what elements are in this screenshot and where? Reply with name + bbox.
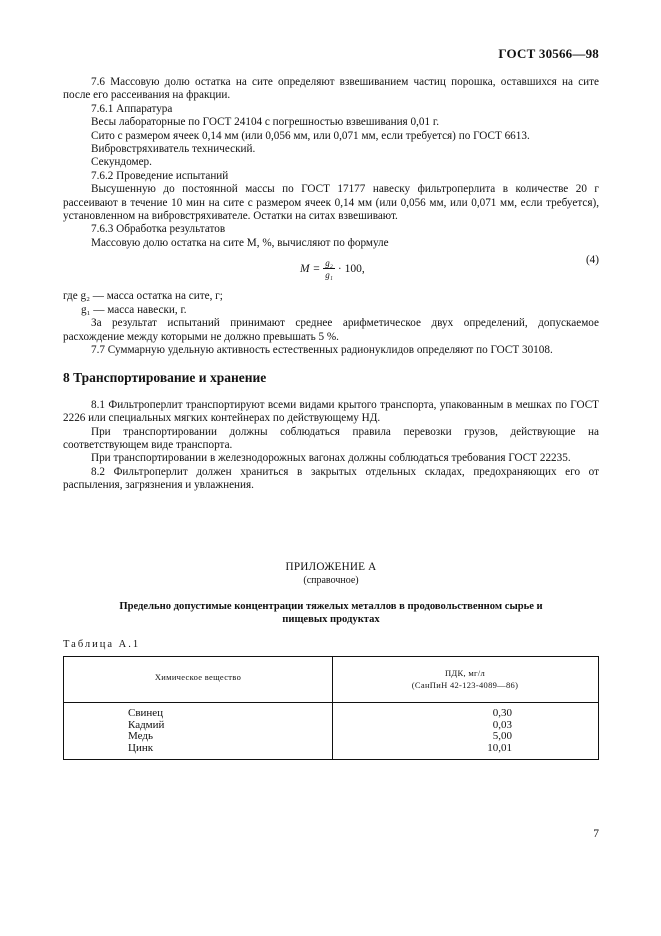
paragraph-sieve: Сито с размером ячеек 0,14 мм (или 0,056 мм, или 0,071 мм, если требуется) по ГОСТ 6613.	[91, 129, 530, 142]
main-text	[63, 76, 599, 493]
paragraph-8-1-b: При транспортировании должны соблюдаться правила перевозки грузов, действующие на соответствующем виде транспорта.	[63, 425, 599, 451]
appendix-title: ПРИЛОЖЕНИЕ А	[285, 561, 377, 573]
formula-where-2: g₁ — масса навески, г.	[81, 303, 187, 316]
appendix-caption	[63, 601, 599, 626]
paragraph-result: За результат испытаний принимают среднее арифметическое двух определений, допускаемое расхождение между которыми не должно превышать 5 %.	[63, 317, 599, 343]
paragraph-8-1-c: При транспортировании в железнодорожных вагонах должны соблюдаться требования ГОСТ 22235.	[91, 452, 571, 465]
paragraph-test-procedure: Высушенную до постоянной массы по ГОСТ 17177 навеску фильтроперлита в количестве 20 г рассеивают в течение 10 мин на сите с размером ячеек 0,14 мм (или 0,056 мм, или 0,071 мм, если требуется), установленном на вибровстряхивателе. Остатки на ситах взвешивают.	[63, 183, 599, 223]
table-label: Таблица А.1	[63, 639, 141, 650]
table-cell-substance: Кадмий	[128, 718, 165, 731]
paragraph-scales: Весы лабораторные по ГОСТ 24104 с погрешностью взвешивания 0,01 г.	[91, 116, 440, 129]
paragraph-7-7: 7.7 Суммарную удельную активность естественных радионуклидов определяют по ГОСТ 30108.	[91, 343, 553, 356]
document-id-header: ГОСТ 30566—98	[498, 46, 599, 61]
appendix-a	[63, 561, 599, 626]
paragraph-8-2: 8.2 Фильтроперлит должен храниться в закрытых отдельных складах, предохраняющих его от распыления, загрязнения и увлажнения.	[63, 465, 599, 492]
table-cell-value: 0,30	[492, 707, 512, 719]
table-cell-value: 0,03	[492, 718, 512, 731]
table-cell-value: 5,00	[492, 730, 512, 742]
table-body	[64, 708, 598, 754]
formula-where-1: где g₂ — масса остатка на сите, г;	[63, 290, 223, 303]
table-cell-substance: Цинк	[128, 741, 154, 754]
table-header-pdk	[332, 667, 598, 691]
table-header-pdk-line-1: ПДК, мг/л	[444, 668, 486, 678]
subheading-7-6-2: 7.6.2 Проведение испытаний	[91, 169, 229, 182]
paragraph-formula-intro: Массовую долю остатка на сите M, %, вычисляют по формуле	[91, 236, 389, 249]
subheading-7-6-3: 7.6.3 Обработка результатов	[91, 223, 226, 236]
page-number: 7	[593, 828, 599, 840]
formula-lhs: M =	[300, 263, 321, 276]
paragraph-shaker: Вибровстряхиватель технический.	[91, 143, 256, 156]
table-cell-substance: Медь	[128, 730, 153, 742]
formula-denominator: g₁	[325, 270, 333, 281]
table-row	[64, 708, 598, 720]
formula-4	[63, 254, 599, 288]
formula-number: (4)	[585, 254, 599, 267]
formula-rhs: · 100,	[337, 263, 365, 276]
table-header-divider	[64, 702, 598, 703]
section-8-title: 8 Транспортирование и хранение	[63, 370, 267, 386]
table-row	[64, 731, 598, 743]
table-header-substance: Химическое вещество	[154, 672, 242, 682]
pdk-table	[63, 656, 599, 760]
formula-expression	[300, 258, 365, 281]
paragraph-stopwatch: Секундомер.	[91, 156, 152, 169]
paragraph-7-6: 7.6 Массовую долю остатка на сите определяют взвешиванием частиц порошка, оставшихся на сите после его рассеивания на фракции.	[63, 76, 599, 102]
appendix-caption-line-2: пищевых продуктах	[282, 613, 380, 625]
appendix-subtitle: (справочное)	[303, 575, 359, 586]
formula-numerator: g₂	[325, 258, 333, 269]
table-cell-value: 10,01	[487, 741, 512, 754]
formula-fraction	[323, 258, 335, 281]
table-header-pdk-line-2: (СанПиН 42-123-4089—86)	[411, 680, 519, 690]
paragraph-8-1: 8.1 Фильтроперлит транспортируют всеми видами крытого транспорта, упакованным в мешках по ГОСТ 2226 или специальных мягких контейнерах по действующему НД.	[63, 398, 599, 425]
subheading-7-6-1: 7.6.1 Аппаратура	[91, 102, 173, 115]
appendix-caption-line-1: Предельно допустимые концентрации тяжелых металлов в продовольственном сырье и	[119, 601, 543, 612]
table-row	[64, 743, 598, 755]
table-cell-substance: Свинец	[128, 707, 164, 719]
